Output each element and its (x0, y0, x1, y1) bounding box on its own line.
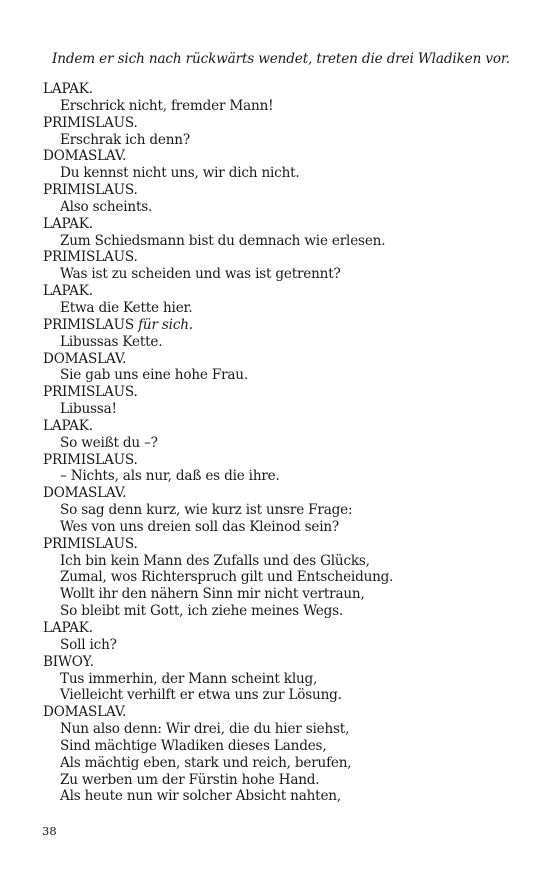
page-number: 38 (42, 824, 57, 838)
speaker-label: LAPAK. (43, 81, 93, 97)
speaker-name (43, 81, 393, 98)
speaker-label: DOMASLAV. (43, 350, 127, 367)
line-text: Zum Schiedsmann bist du demnach wie erlesen. (60, 232, 386, 249)
line-text: Tus immerhin, der Mann scheint klug, (60, 670, 318, 687)
line-text: Als heute nun wir solcher Absicht nahten, (60, 788, 341, 805)
dialogue-line (43, 637, 393, 654)
line-text: Als mächtig eben, stark und reich, berufen, (60, 754, 352, 771)
dialogue-line (43, 300, 393, 317)
dialogue-line (43, 519, 393, 536)
speaker-name (43, 115, 393, 132)
speaker-name (43, 216, 393, 233)
line-text: Etwa die Kette hier. (60, 299, 193, 316)
stage-aside: für sich. (133, 316, 193, 333)
dialogue-line (43, 334, 393, 351)
dialogue-line (43, 671, 393, 688)
speaker-name (43, 704, 393, 721)
dialogue-line (43, 788, 393, 805)
speaker-name (43, 536, 393, 553)
speaker-label: PRIMISLAUS. (43, 114, 138, 131)
speaker-label: PRIMISLAUS. (43, 182, 138, 199)
line-text: So bleibt mit Gott, ich ziehe meines Wegs. (60, 603, 343, 620)
line-text: Zu werben um der Fürstin hohe Hand. (60, 771, 320, 788)
line-text: Libussa! (60, 401, 117, 418)
line-text: Du kennst nicht uns, wir dich nicht. (60, 165, 300, 182)
dialogue-line (43, 603, 393, 620)
speaker-label: LAPAK. (43, 417, 93, 434)
speaker-name (43, 249, 393, 266)
speaker-name (43, 384, 393, 401)
dialogue-line (43, 553, 393, 570)
speaker-label: LAPAK. (43, 620, 93, 636)
line-text: Zumal, wos Richterspruch gilt und Entscheidung. (60, 569, 394, 586)
dialogue-line (43, 98, 393, 115)
dialogue-block (43, 81, 393, 805)
dialogue-line (43, 233, 393, 250)
line-text: Sie gab uns eine hohe Frau. (60, 367, 248, 384)
line-text: So sag denn kurz, wie kurz ist unsre Frage: (60, 502, 353, 519)
dialogue-line (43, 569, 393, 586)
dialogue-line (43, 165, 393, 182)
line-text: So weißt du –? (60, 434, 158, 451)
speaker-name (43, 620, 393, 637)
line-text: – Nichts, als nur, daß es die ihre. (60, 468, 280, 485)
speaker-label: LAPAK. (43, 283, 93, 300)
speaker-name (43, 485, 393, 502)
dialogue-line (43, 721, 393, 738)
speaker-name (43, 351, 393, 368)
line-text: Nun also denn: Wir drei, die du hier siehst, (60, 721, 350, 738)
line-text: Sind mächtige Wladiken dieses Landes, (60, 737, 327, 754)
stage-direction: Indem er sich nach rückwärts wendet, treten die drei Wladiken vor. (52, 51, 510, 67)
line-text: Erschrak ich denn? (60, 131, 190, 148)
dialogue-line (43, 401, 393, 418)
speaker-label: PRIMISLAUS. (43, 384, 138, 401)
line-text: Also scheints. (60, 198, 153, 215)
speaker-label: DOMASLAV. (43, 148, 127, 165)
speaker-label: PRIMISLAUS. (43, 249, 138, 266)
speaker-label: DOMASLAV. (43, 485, 127, 502)
line-text: Wollt ihr den nähern Sinn mir nicht vertraun, (60, 586, 365, 603)
dialogue-line (43, 687, 393, 704)
speaker-label: LAPAK. (43, 215, 93, 232)
speaker-name (43, 182, 393, 199)
speaker-name (43, 452, 393, 469)
line-text: Vielleicht verhilft er etwa uns zur Lösung. (60, 687, 342, 704)
dialogue-line (43, 199, 393, 216)
speaker-name (43, 148, 393, 165)
dialogue-line (43, 367, 393, 384)
speaker-label: PRIMISLAUS. (43, 451, 138, 468)
speaker-label: PRIMISLAUS (43, 316, 134, 333)
dialogue-line (43, 755, 393, 772)
dialogue-line (43, 132, 393, 149)
dialogue-line (43, 738, 393, 755)
speaker-name (43, 418, 393, 435)
dialogue-line (43, 502, 393, 519)
dialogue-line (43, 586, 393, 603)
speaker-label: PRIMISLAUS. (43, 535, 138, 552)
line-text: Wes von uns dreien soll das Kleinod sein? (60, 518, 340, 535)
speaker-label: BIWOY. (43, 653, 94, 670)
dialogue-line (43, 435, 393, 452)
dialogue-line (43, 468, 393, 485)
dialogue-line (43, 772, 393, 789)
line-text: Soll ich? (60, 636, 117, 653)
line-text: Erschrick nicht, fremder Mann! (60, 97, 274, 114)
speaker-label: DOMASLAV. (43, 704, 127, 721)
line-text: Was ist zu scheiden und was ist getrennt? (60, 266, 341, 283)
line-text: Ich bin kein Mann des Zufalls und des Glücks, (60, 552, 370, 569)
dialogue-line (43, 266, 393, 283)
speaker-name (43, 654, 393, 671)
line-text: Libussas Kette. (60, 333, 163, 350)
speaker-name (43, 283, 393, 300)
speaker-name (43, 317, 393, 334)
